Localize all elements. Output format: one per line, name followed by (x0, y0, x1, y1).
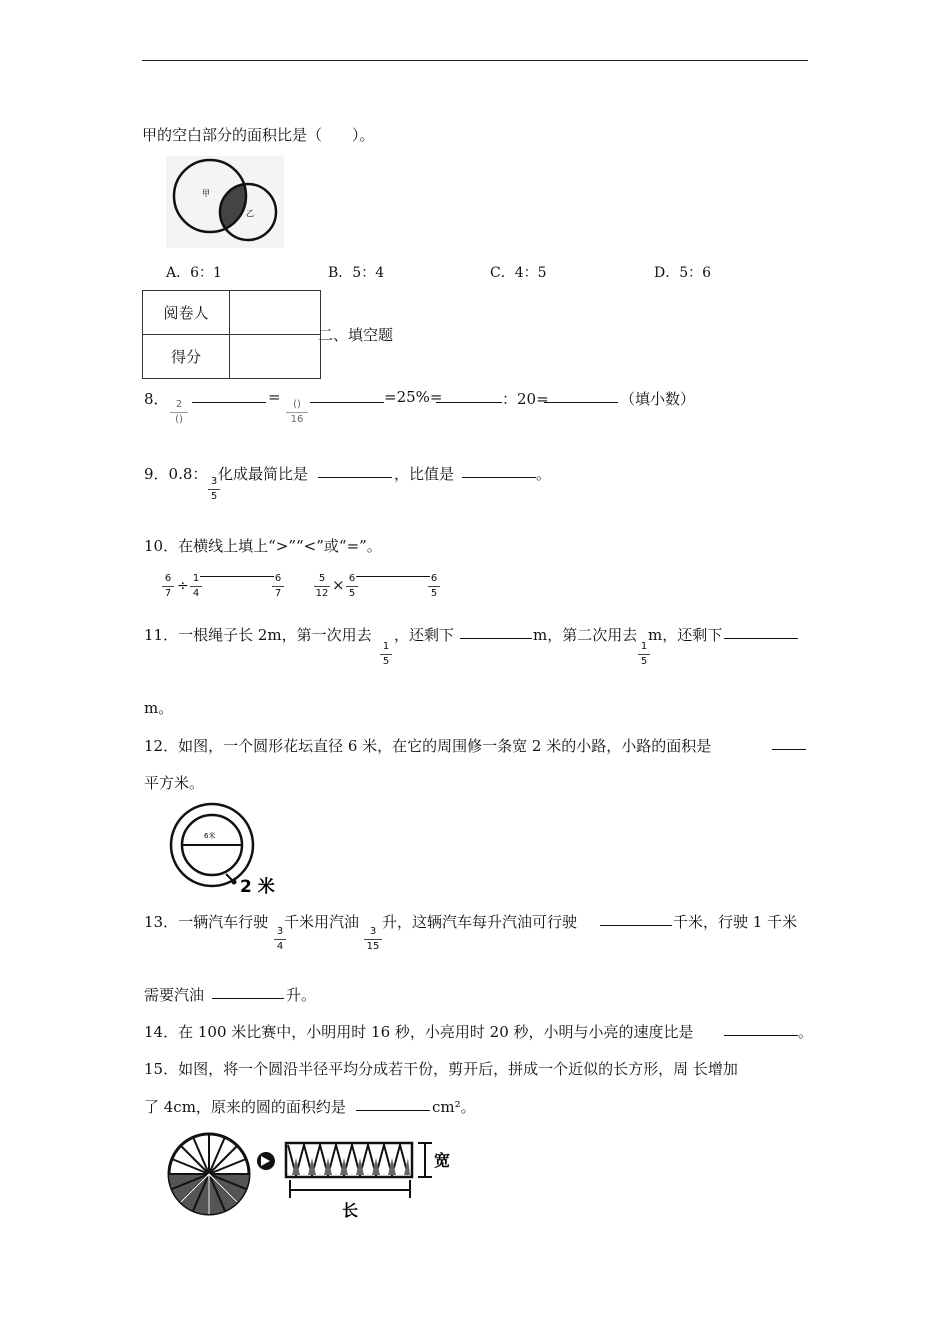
q9-prefix: 9．0.8： (144, 465, 208, 483)
q8-fraction-2: () 16 (286, 399, 308, 426)
q14-text: 14．在 100 米比赛中，小明用时 16 秒，小亮用时 20 秒，小明与小亮的速度比是 (144, 1023, 694, 1041)
circle-to-rectangle-figure (166, 1130, 466, 1222)
approx-rectangle (286, 1143, 412, 1177)
q10-e2-operator: × (332, 576, 345, 594)
q11-text-2: ，还剩下 (394, 626, 455, 644)
option-c[interactable]: C．4：5 (490, 265, 547, 281)
q13-text-1: 13．一辆汽车行驶 (144, 913, 269, 931)
q10-e2-frac-c: 6 5 (428, 573, 440, 600)
option-d[interactable]: D．5：6 (654, 265, 712, 281)
score-label: 得分 (143, 335, 230, 379)
ring-diameter-label: 6米 (204, 832, 216, 840)
q13-blank-1[interactable] (600, 911, 672, 926)
q11-fraction-1: 1 5 (380, 641, 392, 668)
q8-fraction-1: 2 () (170, 399, 188, 426)
width-marker (418, 1143, 432, 1177)
q15-blank[interactable] (356, 1096, 430, 1111)
q13-fraction-2: 3 15 (364, 926, 382, 953)
q10-e1-frac-c: 6 7 (272, 573, 284, 600)
q11-text-1: 11．一根绳子长 2m，第一次用去 (144, 626, 372, 644)
q7-stem: 甲的空白部分的面积比是（ ）。 (142, 126, 375, 144)
width-label: 宽 (434, 1151, 451, 1170)
q11-text-4: m，还剩下 (648, 626, 723, 644)
q12-line-2: 平方米。 (144, 774, 205, 792)
q11-text-3: m，第二次用去 (533, 626, 638, 644)
reviewer-label: 阅卷人 (143, 291, 230, 335)
q13-blank-2[interactable] (212, 984, 284, 999)
q8-blank-3[interactable] (436, 388, 502, 403)
q11-blank-2[interactable] (724, 624, 798, 639)
length-label: 长 (342, 1201, 359, 1220)
venn-label-b: 乙 (246, 209, 254, 218)
q9-blank-2[interactable] (462, 463, 536, 478)
q10-stem: 10．在横线上填上“>”“<”或“=”。 (144, 537, 382, 555)
score-cell[interactable] (230, 335, 321, 379)
q15-unit: cm²。 (432, 1098, 476, 1116)
header-rule (142, 60, 808, 61)
q13-text-5: 需要汽油 (144, 986, 205, 1004)
q15-line-2: 了 4cm，原来的圆的面积约是 (144, 1098, 346, 1116)
q10-blank-2[interactable] (356, 576, 430, 577)
q13-text-3: 升，这辆汽车每升汽油可行驶 (382, 913, 578, 931)
q11-fraction-2: 1 5 (638, 641, 650, 668)
q8-blank-1[interactable] (192, 388, 266, 403)
q13-fraction-1: 3 4 (274, 926, 286, 953)
q14-blank[interactable] (724, 1021, 798, 1036)
q8-blank-2[interactable] (310, 388, 384, 403)
q9-text-3: 。 (536, 465, 552, 483)
q9-blank-1[interactable] (318, 463, 392, 478)
q10-e1-operator: ÷ (177, 578, 189, 594)
q10-blank-1[interactable] (200, 576, 274, 577)
q10-e2-frac-a: 5 12 (315, 573, 329, 599)
q8-number: 8． (144, 390, 169, 408)
length-marker (290, 1180, 410, 1198)
sectored-circle (169, 1134, 249, 1214)
q8-text-ratio: ：20= (502, 390, 549, 408)
q13-text-2: 千米用汽油 (284, 913, 360, 931)
q10-e2-frac-b: 6 5 (346, 573, 358, 600)
q10-e1-frac-a: 6 7 (162, 573, 174, 600)
q8-equals: = (268, 388, 281, 406)
q12-line-1: 12．如图，一个圆形花坛直径 6 米，在它的周围修一条宽 2 米的小路，小路的面积是 (144, 737, 712, 755)
section-title: 二、填空题 (318, 326, 394, 344)
q9-fraction: 3 5 (208, 476, 220, 503)
q14-end: 。 (798, 1023, 814, 1041)
q12-blank[interactable] (772, 735, 806, 750)
q9-text-1: 化成最简比是 (218, 465, 309, 483)
option-a[interactable]: A．6：1 (166, 265, 222, 281)
reviewer-cell[interactable] (230, 291, 321, 335)
q10-e1-frac-b: 1 4 (190, 573, 202, 600)
option-b[interactable]: B．5：4 (328, 265, 385, 281)
q15-line-1: 15．如图，将一个圆沿半径平均分成若干份，剪开后，拼成一个近似的长方形，周 长增加 (144, 1060, 738, 1078)
q13-text-6: 升。 (286, 986, 317, 1004)
ring-figure (166, 800, 286, 898)
q11-text-5: m。 (144, 699, 174, 717)
score-table (142, 290, 321, 379)
q8-hint: （填小数） (620, 390, 696, 408)
venn-label-a: 甲 (202, 189, 210, 198)
arrow-icon (257, 1152, 275, 1170)
venn-figure (166, 156, 284, 248)
q8-blank-4[interactable] (544, 388, 618, 403)
ring-width-label: 2 米 (240, 877, 275, 897)
q13-text-4: 千米，行驶 1 千米 (673, 913, 798, 931)
q8-text-percent: =25%= (384, 388, 443, 406)
q11-blank-1[interactable] (460, 624, 532, 639)
q9-text-2: ，比值是 (394, 465, 455, 483)
